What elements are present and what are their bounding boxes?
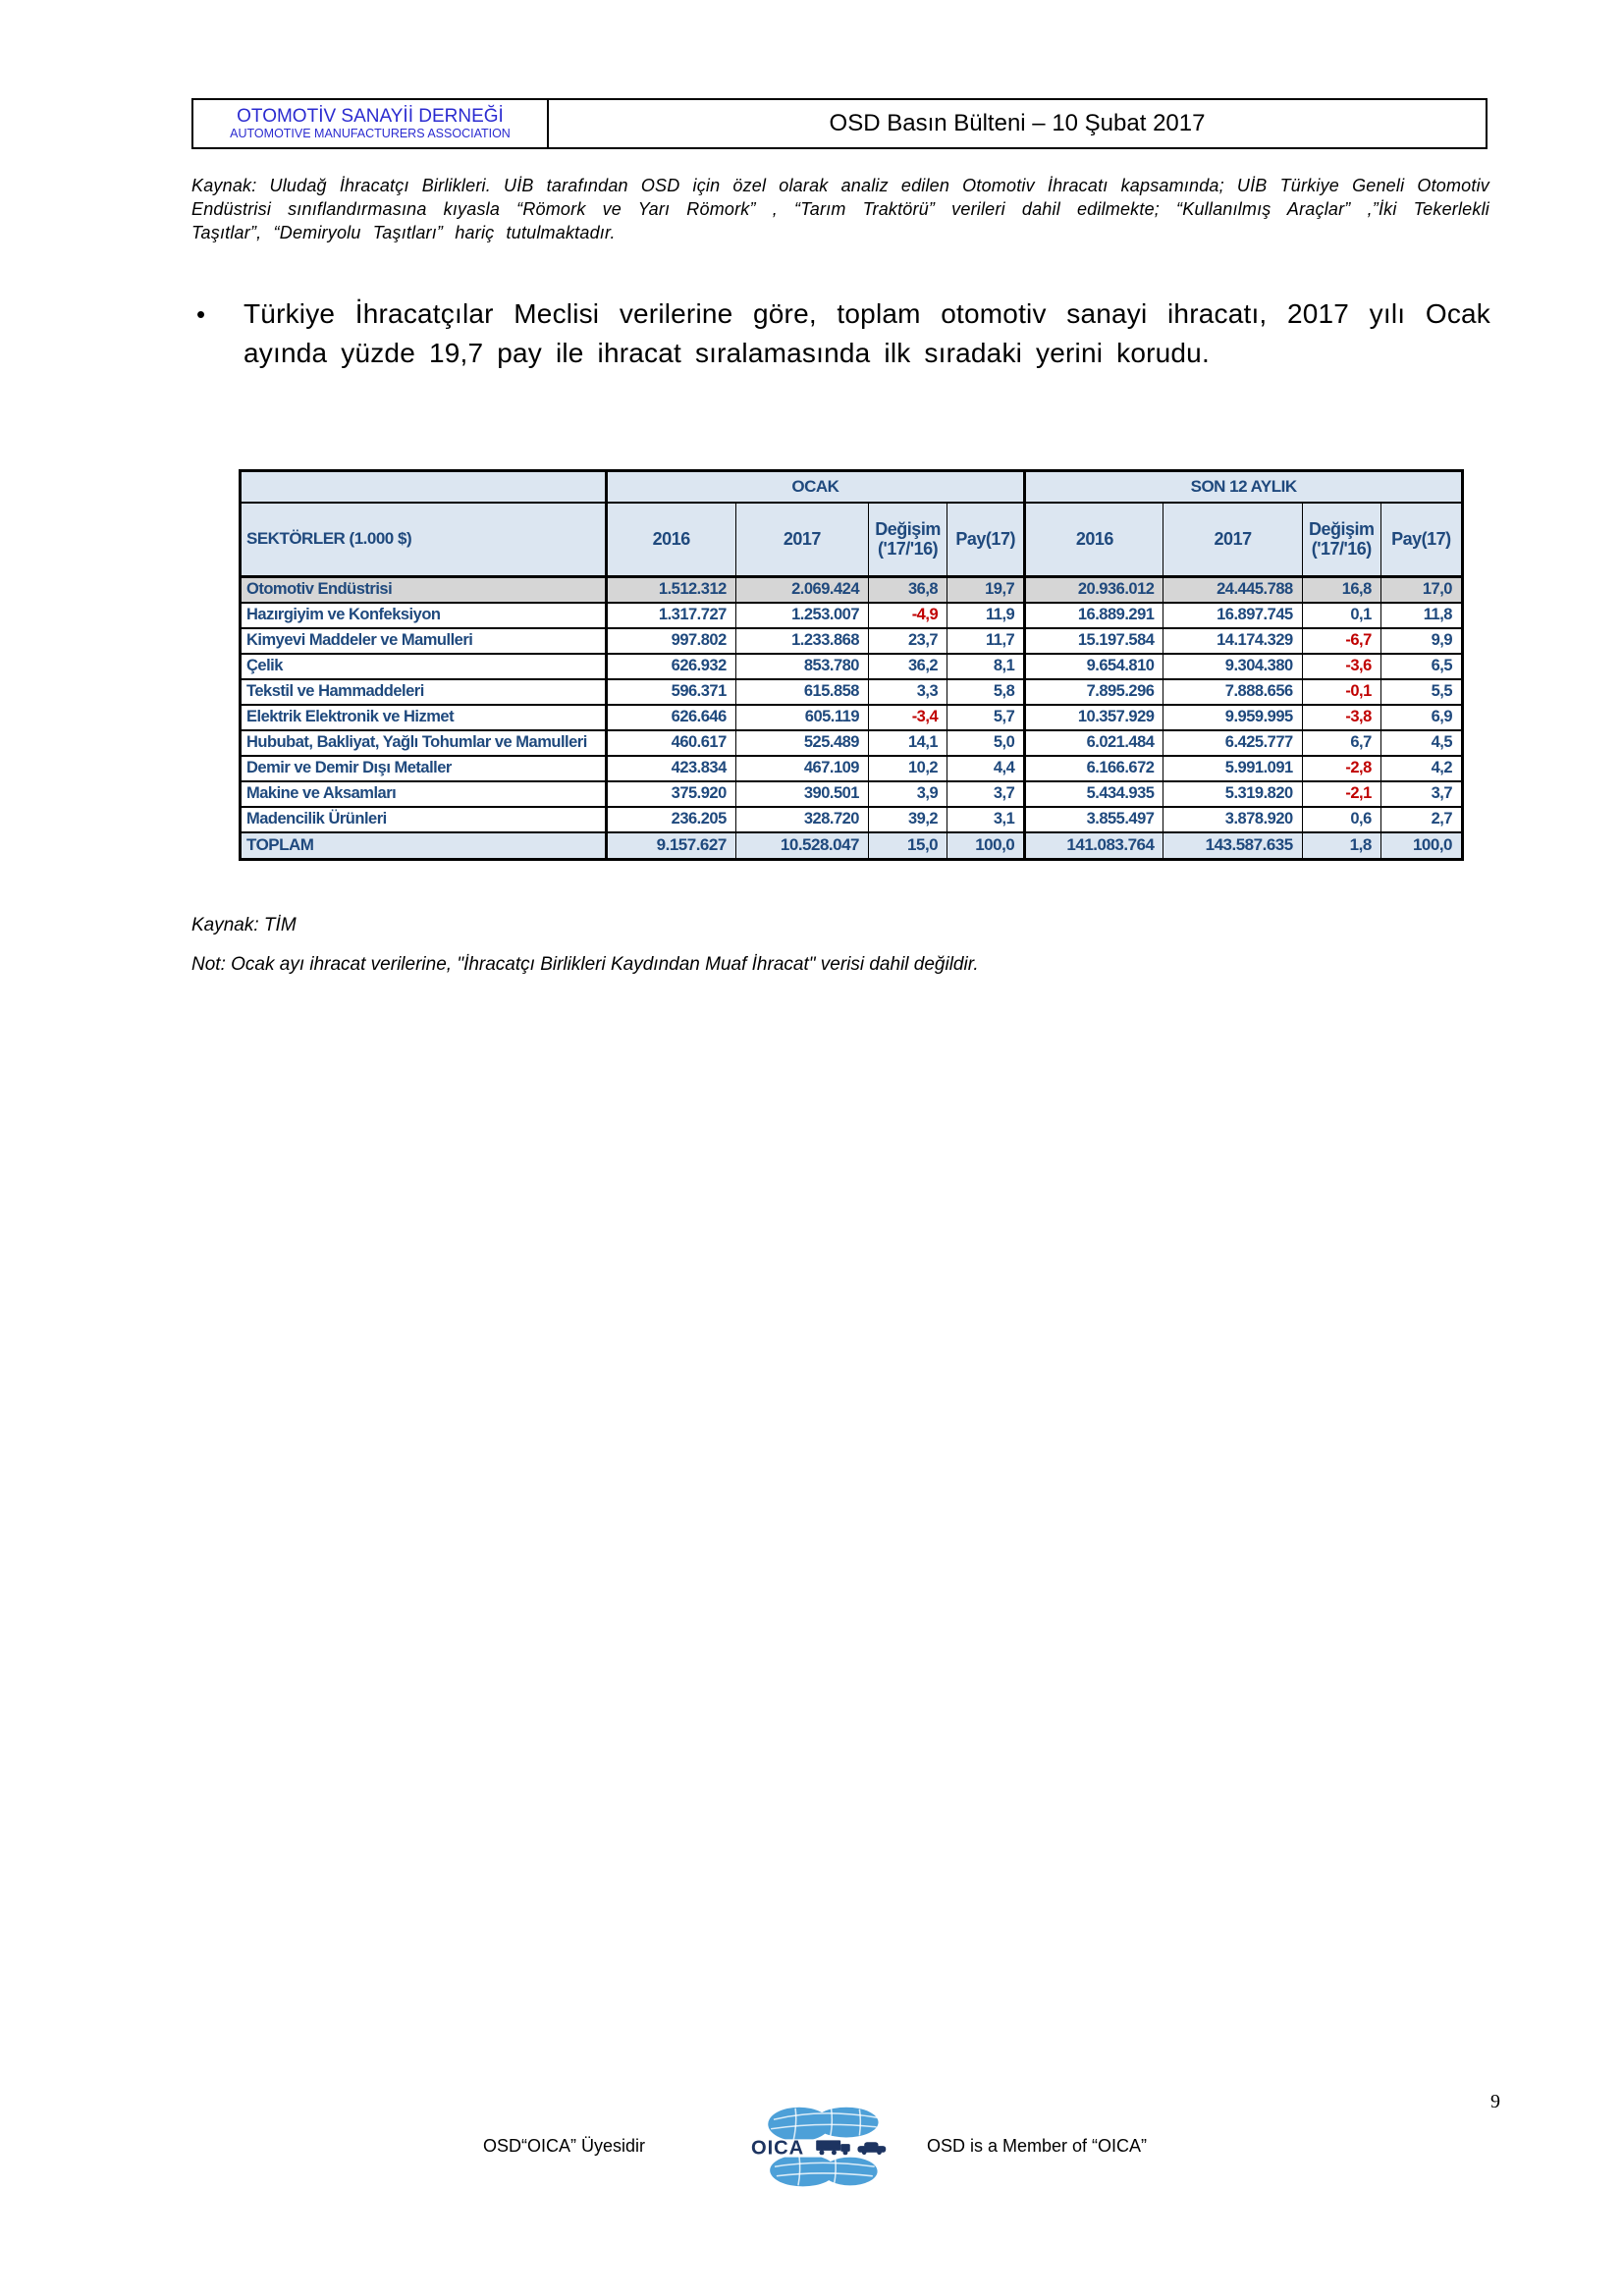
table-total-row	[241, 832, 1463, 860]
value-cell: 6,7	[1302, 730, 1380, 756]
value-cell: 5.991.091	[1163, 756, 1302, 781]
sector-cell: Tekstil ve Hammaddeleri	[241, 679, 607, 705]
header-box	[191, 98, 1488, 149]
value-cell: 24.445.788	[1163, 577, 1302, 603]
value-cell: 1.233.868	[735, 628, 868, 654]
value-cell: 626.932	[606, 654, 735, 679]
oica-logo-icon	[750, 2104, 892, 2192]
table-row	[241, 807, 1463, 832]
value-cell: 5,0	[947, 730, 1025, 756]
value-cell: 11,9	[947, 603, 1025, 628]
value-cell: 0,1	[1302, 603, 1380, 628]
value-cell: 6,9	[1380, 705, 1462, 730]
table-row	[241, 705, 1463, 730]
sector-cell: Makine ve Aksamları	[241, 781, 607, 807]
org-name-turkish: OTOMOTİV SANAYİİ DERNEĞİ	[237, 105, 504, 127]
value-cell: 8,1	[947, 654, 1025, 679]
value-cell: 36,2	[869, 654, 947, 679]
page-title: OSD Basın Bülteni – 10 Şubat 2017	[829, 110, 1206, 136]
note-paragraph: Not: Ocak ayı ihracat verilerine, "İhracatçı Birlikleri Kaydından Muaf İhracat" verisi dahil değildir.	[191, 954, 979, 975]
value-cell: 596.371	[606, 679, 735, 705]
value-cell: 6.166.672	[1025, 756, 1163, 781]
value-cell: 853.780	[735, 654, 868, 679]
value-cell: -4,9	[869, 603, 947, 628]
value-cell: 3.855.497	[1025, 807, 1163, 832]
bullet-paragraph	[196, 294, 1490, 373]
value-cell: 236.205	[606, 807, 735, 832]
value-cell: 39,2	[869, 807, 947, 832]
value-cell: 3,3	[869, 679, 947, 705]
value-cell: 5,5	[1380, 679, 1462, 705]
value-cell: 7.888.656	[1163, 679, 1302, 705]
column-header-sectors: SEKTÖRLER (1.000 $)	[241, 503, 607, 577]
sector-cell: Çelik	[241, 654, 607, 679]
table-row	[241, 577, 1463, 603]
header-title-cell	[549, 100, 1486, 147]
value-cell: 525.489	[735, 730, 868, 756]
table-row	[241, 781, 1463, 807]
oica-globe-top	[768, 2108, 878, 2142]
source-note-paragraph: Kaynak: Uludağ İhracatçı Birlikleri. UİB tarafından OSD için özel olarak analiz edilen Otomotiv İhracatı kapsamında; UİB Türkiye Geneli Otomotiv Endüstrisi sınıflandırmasına kıyasla “Römork ve Yarı Römork” , “Tarım Traktörü” verileri dahil edilmekte; “Kullanılmış Araçlar” ,”İki Tekerlekli Taşıtlar”, “Demiryolu Taşıtları” hariç tutulmaktadır.	[191, 176, 1489, 242]
value-cell: 2,7	[1380, 807, 1462, 832]
value-cell: 3,1	[947, 807, 1025, 832]
value-cell: 14.174.329	[1163, 628, 1302, 654]
value-cell: 615.858	[735, 679, 868, 705]
value-cell: 1,8	[1302, 832, 1380, 860]
association-logo	[193, 100, 549, 147]
sector-cell: Elektrik Elektronik ve Hizmet	[241, 705, 607, 730]
value-cell: 605.119	[735, 705, 868, 730]
value-cell: 3,7	[947, 781, 1025, 807]
value-cell: 1.512.312	[606, 577, 735, 603]
column-header: 2017	[1163, 503, 1302, 577]
value-cell: -3,8	[1302, 705, 1380, 730]
group-header-ocak: OCAK	[606, 471, 1025, 503]
value-cell: 626.646	[606, 705, 735, 730]
value-cell: 997.802	[606, 628, 735, 654]
value-cell: 15,0	[869, 832, 947, 860]
value-cell: -2,8	[1302, 756, 1380, 781]
table-row	[241, 628, 1463, 654]
value-cell: 5.319.820	[1163, 781, 1302, 807]
value-cell: 9.654.810	[1025, 654, 1163, 679]
value-cell: 143.587.635	[1163, 832, 1302, 860]
corner-cell	[241, 471, 607, 503]
value-cell: 100,0	[947, 832, 1025, 860]
value-cell: 9.157.627	[606, 832, 735, 860]
value-cell: -2,1	[1302, 781, 1380, 807]
sector-cell: Hububat, Bakliyat, Yağlı Tohumlar ve Mamulleri	[241, 730, 607, 756]
sector-cell: Madencilik Ürünleri	[241, 807, 607, 832]
table-row	[241, 730, 1463, 756]
value-cell: 16.889.291	[1025, 603, 1163, 628]
value-cell: 19,7	[947, 577, 1025, 603]
table-row	[241, 603, 1463, 628]
value-cell: 15.197.584	[1025, 628, 1163, 654]
table-row	[241, 679, 1463, 705]
table-group-header-row	[241, 471, 1463, 503]
value-cell: 5,8	[947, 679, 1025, 705]
table-subheader-row	[241, 503, 1463, 577]
value-cell: 5,7	[947, 705, 1025, 730]
value-cell: 20.936.012	[1025, 577, 1163, 603]
column-header: Değişim ('17/'16)	[869, 503, 947, 577]
source-tim-note: Kaynak: TİM	[191, 915, 297, 935]
value-cell: 3.878.920	[1163, 807, 1302, 832]
value-cell: -6,7	[1302, 628, 1380, 654]
value-cell: 11,7	[947, 628, 1025, 654]
value-cell: 375.920	[606, 781, 735, 807]
value-cell: 390.501	[735, 781, 868, 807]
value-cell: 6.021.484	[1025, 730, 1163, 756]
value-cell: 10,2	[869, 756, 947, 781]
sector-cell: Demir ve Demir Dışı Metaller	[241, 756, 607, 781]
value-cell: 6.425.777	[1163, 730, 1302, 756]
value-cell: 9,9	[1380, 628, 1462, 654]
org-name-english: AUTOMOTIVE MANUFACTURERS ASSOCIATION	[230, 127, 511, 141]
value-cell: 0,6	[1302, 807, 1380, 832]
column-header: Değişim ('17/'16)	[1302, 503, 1380, 577]
column-header: Pay(17)	[947, 503, 1025, 577]
value-cell: 1.317.727	[606, 603, 735, 628]
column-header: Pay(17)	[1380, 503, 1462, 577]
page-number: 9	[1490, 2091, 1500, 2112]
value-cell: -3,6	[1302, 654, 1380, 679]
value-cell: 36,8	[869, 577, 947, 603]
value-cell: 10.528.047	[735, 832, 868, 860]
column-header: 2017	[735, 503, 868, 577]
value-cell: 6,5	[1380, 654, 1462, 679]
column-header: 2016	[606, 503, 735, 577]
value-cell: -3,4	[869, 705, 947, 730]
oica-logo-text: OICA	[750, 2137, 805, 2160]
bullet-icon: •	[196, 299, 206, 329]
value-cell: 10.357.929	[1025, 705, 1163, 730]
value-cell: 7.895.296	[1025, 679, 1163, 705]
value-cell: 1.253.007	[735, 603, 868, 628]
table-row	[241, 654, 1463, 679]
value-cell: 141.083.764	[1025, 832, 1163, 860]
value-cell: 460.617	[606, 730, 735, 756]
value-cell: 14,1	[869, 730, 947, 756]
sector-cell: Kimyevi Maddeler ve Mamulleri	[241, 628, 607, 654]
value-cell: -0,1	[1302, 679, 1380, 705]
value-cell: 11,8	[1380, 603, 1462, 628]
value-cell: 16,8	[1302, 577, 1380, 603]
value-cell: 9.304.380	[1163, 654, 1302, 679]
value-cell: 9.959.995	[1163, 705, 1302, 730]
table-row	[241, 756, 1463, 781]
value-cell: 100,0	[1380, 832, 1462, 860]
value-cell: 17,0	[1380, 577, 1462, 603]
value-cell: 3,9	[869, 781, 947, 807]
sector-cell: Hazırgiyim ve Konfeksiyon	[241, 603, 607, 628]
sector-cell: TOPLAM	[241, 832, 607, 860]
value-cell: 4,2	[1380, 756, 1462, 781]
value-cell: 423.834	[606, 756, 735, 781]
value-cell: 4,4	[947, 756, 1025, 781]
footer-membership-en: OSD is a Member of “OICA”	[927, 2136, 1148, 2156]
value-cell: 5.434.935	[1025, 781, 1163, 807]
group-header-son12: SON 12 AYLIK	[1025, 471, 1463, 503]
value-cell: 467.109	[735, 756, 868, 781]
export-table	[239, 469, 1464, 861]
footer-membership-tr: OSD“OICA” Üyesidir	[483, 2136, 646, 2156]
column-header: 2016	[1025, 503, 1163, 577]
value-cell: 16.897.745	[1163, 603, 1302, 628]
sector-cell: Otomotiv Endüstrisi	[241, 577, 607, 603]
value-cell: 4,5	[1380, 730, 1462, 756]
value-cell: 328.720	[735, 807, 868, 832]
bullet-text: Türkiye İhracatçılar Meclisi verilerine göre, toplam otomotiv sanayi ihracatı, 2017 yılı Ocak ayında yüzde 19,7 pay ile ihracat sıralamasında ilk sıradaki yerini korudu.	[243, 298, 1490, 368]
value-cell: 3,7	[1380, 781, 1462, 807]
export-table-wrapper	[239, 469, 1464, 861]
value-cell: 23,7	[869, 628, 947, 654]
value-cell: 2.069.424	[735, 577, 868, 603]
table-body	[241, 577, 1463, 860]
